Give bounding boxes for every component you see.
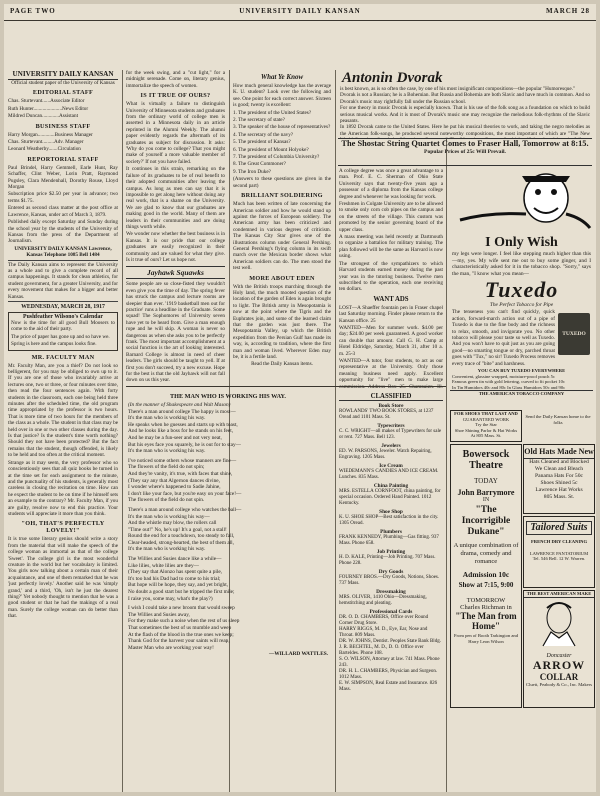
classified-row: DR. H. L. CHAMBERS, Physician and Surgeon. 1012 Mass. (339, 669, 438, 680)
classified-row: FRANK KENNEDY, Plumbing—Gas fitting. 937 Mass. Phone 658. (339, 535, 439, 546)
staff-line: Mildred Duncan.............Assistant (8, 113, 79, 120)
staff-line: Chas. Sturtevant.........Adv. Manager (8, 139, 84, 146)
staff-line: Leonard Weatherby.......Circulation (8, 146, 81, 153)
calendar-items (11, 320, 115, 348)
classified-row: E. W. SIMPSON, Real Estate and Insurance. 826 Mass. (339, 681, 438, 692)
what-ye-know-intro: How much general knowledge has the average K. U. student? Look over the following and see. One point for each correct answer. Sixteen is good; twenty is excellent: (233, 83, 331, 109)
dvorak-p1: Dvorak is not a Russian; he is a Bohemian. But Russia and Bohemia are both Slavic and have much in common. And so Dvorak's music may rightfully fall under the Russian school. (340, 92, 590, 105)
more-eden-head: MORE ABOUT EDEN (249, 274, 315, 282)
poem-line: He speaks when he guesses and starts up with toast, (128, 421, 238, 428)
article-body: A mass meeting was held recently at Dartmouth to organize a battalion for military training. The plan followed will be the same as Harvard is now using. (339, 234, 443, 260)
tuxedo-tin-icon: TUXEDO (558, 313, 590, 355)
poem-line: Round the end for a touchdown, too steady to fall, (128, 533, 235, 540)
poem-line: I wish I could take a new broom that would sweep (128, 605, 235, 612)
classified-row: FOURNEY BROS.—Dry Goods, Notions, Shoes. 737 Mass. (339, 575, 440, 586)
classified-group-head: Ice Cream (379, 463, 403, 469)
classified-row: ED. W. PARSONS, Jeweler. Watch Repairing, Engraving. 1205 Mass. (339, 449, 432, 460)
poem-line: And he looks like a boss for he stands on his feet, (128, 428, 234, 435)
dvorak-p2: For one theory in music Dvorak is especially known. That is his use of the folk song as a foundation on which to build serious musical works. And it is most of Dvorak's music one may recognize the melodious folk-rhythms of the Slavic peasants. (340, 105, 590, 125)
poem-line: The flowers of the field do not spin. (128, 497, 205, 504)
tuxedo-free: YOU CAN BUY TUXEDO EVERYWHERE (477, 368, 566, 374)
poem-line: It's too bad his Dad had to come to his trial; (128, 575, 221, 582)
dvorak-tagline: The Shostac String Quartet Comes to Fraser Hall, Tomorrow at 8:15. (341, 139, 589, 148)
masthead-official: Official student paper of the University of Kansas (11, 80, 115, 86)
tailored-title: Tailored Suits (526, 521, 592, 535)
classified-row: ROWLANDS' TWO BOOK STORES, at 1237 Oread and 1101 Mass. St. (339, 409, 434, 420)
dvorak-intro: is best known, as is so often the case, by one of his most insignificant compositions—the popular "Humoresque." (340, 86, 576, 92)
tuxedo-jar: In Tin Humidors 40c and 80c In Glass Humidors 50c and 90c (452, 384, 566, 390)
staff-list (8, 98, 118, 152)
arrow-head: THE BEST AMERICAN MAKE (524, 591, 594, 598)
reporters-list: Paul Brindel, Harry Gemmell, Earle Hunt, Ray Schaffer, Clint Weber, Lorin Pratt, Raymond Pugsley, Clara Mendenhall, Dorothy Rouse, Lloyd Morgan (8, 164, 118, 191)
poem-line: "Time out!" No, he's up! It's a goal, not a stall! (128, 526, 227, 533)
office-note: UNIVERSITY DAILY KANSAN Lawrence, Kansas Telephone 1085 Bell 1484 (14, 245, 112, 259)
poem-line: (In the manner of Shakespeare and Walt Mason) (128, 402, 231, 408)
tuxedo-cartoon-icon (450, 168, 593, 230)
want-ads-title: WANT ADS (373, 295, 409, 303)
tuxedo-body: The tenseness you can't find quickly, quick action, forward-march action out of a pipe of Tuxedo is due to the fine body and the richness to relax, smooth, and invigorate you. No other tobacco will please your taste so well as Tuxedo. And you won't have to quit just as you are going good—no smarting tongue or dry, parched throat goes with "Tux," no sir! Tuxedo Process removes every trace of "bite" and harshness. (452, 309, 555, 367)
tuxedo-pouch: Convenient, glassine wrapped, moisture-proof pouch 5c (452, 373, 555, 379)
left-col-articles (8, 354, 118, 620)
classified-group-head: Shoe Shop (379, 509, 403, 515)
poem-line: (They say that Alonzo has spent quite a pile, (128, 569, 222, 576)
classified-row: H. D. KALE, Printing—Job Printing. 707 Mass. Phone 228. (339, 555, 436, 566)
entered-note: Entered as second class matter at the post office at Lawrence, Kansas, under act of March 3, 1879. (8, 205, 118, 218)
classified-groups (339, 403, 443, 693)
squawks-body: Some people are so close-fisted they wouldn't even give you the time of day. The spring fever has struck the campus and lecture rooms are sleepier than ever. '1919 basketball men out for practice' runs a headline in the Graduate. Some squad! The Sophomores of University seven have yet to be heard from. Give a man enough rope and he will skip. A woman is never so dangerous as when she asks you to be perfectly frank. The most important accomplishment at a social function is the art of looking interested. Barnard College is almost in need of cheer leaders. The girls should be taught to yell. If at first you don't succeed, try a new excuse. Hope for the best is that the old Jayhawk will not fall down on us this year. (126, 281, 225, 384)
article-body: It is true some literary genius should write a story from the material that will make the speech of the college woman as immortal as that of the college 'Sweet'. The college girl is the most wonderful creature in the world but her vocabulary is limited. You girls now talking about a certain man of their acquaintance, and one of them remarked that he was 'just perfectly lovely.' Another said he was 'simply grand,' and a third, 'Oh, isn't he just the dearest thing?' Yet nobody thought to mention that he was a good student or that he had the makings of a real man. Surely the college woman can do better than that. (8, 536, 118, 620)
squawks-title: Jayhawk Squawks (126, 266, 225, 279)
dvorak-banner (338, 70, 592, 139)
classified-row: K. U. SHOE SHOP—Best satisfaction in the city. 1305 Oread. (339, 515, 439, 526)
bowersock-shows: Show at 7:15, 9:00 (458, 581, 514, 589)
poem-line: It's the man who is working his way. (128, 415, 206, 422)
poem-line: I don't like your face, but you're easy on your face!— (128, 490, 242, 497)
column-masthead (8, 70, 118, 790)
what-ye-know-items (233, 110, 331, 189)
bowersock-tomorrow: TOMORROW (466, 597, 506, 604)
poem-line: And he may be a fun-seer and not very neat, (128, 434, 222, 441)
poem-line: The Willies and Susies away, (128, 611, 190, 618)
quiz-item: (Answers to these questions are given in the second part) (233, 176, 331, 189)
poem-line: Master Man who are working your way! (128, 644, 214, 651)
classified-row: MRS. OLIVER, 1410 Ohio—Dressmaking, hemstitching and pleating. (339, 595, 427, 606)
classified-group-head: Dry Goods (378, 569, 404, 575)
poem-line: The Willies and Susies dance like a while— (128, 556, 222, 563)
dateline: WEDNESDAY, MARCH 28, 1917 (21, 303, 105, 310)
editorial-staff-head: EDITORIAL STAFF (32, 89, 94, 97)
poem-block (128, 390, 328, 790)
want-ad: LOST—A Shaeffer fountain pen in Fraser chapel last Saturday morning. Finder please return to the Kansan office. 25 (339, 304, 443, 324)
classified-block (339, 390, 443, 790)
bowersock-desc: A unique combination of drama, comedy and romance (453, 542, 519, 565)
tailored-body: LAWRENCE PANTATORIUM Tel. 546 Bell. 12 W. Warren. (529, 550, 589, 562)
newspaper-page (4, 4, 596, 792)
poem-line: And the whistle may blow, the rollers call (128, 520, 217, 527)
bowersock-today: TODAY (474, 477, 498, 485)
tailored-ad (523, 516, 595, 588)
classified-group-head: China Painting (373, 483, 409, 489)
poem-lines (128, 402, 328, 651)
bowersock-in: IN (482, 497, 490, 503)
tuxedo-ad (450, 168, 593, 406)
what-ye-know-title: What Ye Know (260, 73, 304, 81)
poem-line: There's a man around college The happy is most— (128, 408, 236, 415)
classified-row: DR. W. JOHNS, Dentist. Peoples State Bank Bldg. (339, 639, 441, 644)
classified-row: MRS. ESTELLA CORNFOOT, china painting, for special occasion. Ordered Hand Painted. 1012 Kentucky. (339, 489, 441, 506)
want-ad: WANTED—Men for summer work. $4.00 per day; $24.00 per week guaranteed. A good worker can double that amount. Call G. H. Camp at Hotel Eldridge, Saturday, March 31, after 10 a. m. 25-3 (339, 324, 443, 357)
header-left: PAGE TWO (10, 7, 56, 15)
article-head: "OH, THAT'S PERFECTLY LOVELY!" (21, 520, 105, 535)
quiz-item: 3. The speaker of the house of representatives? (233, 124, 331, 131)
collar-man-icon (529, 598, 589, 648)
published-note: Published daily except Saturday and Sunday during the school year by the students of the University of Kansas from the press of the Department of Journalism. (8, 219, 118, 245)
quiz-item: 5. The president of Kansas? (233, 139, 291, 146)
bowersock-star: John Barrymore (457, 488, 515, 497)
header-center: UNIVERSITY DAILY KANSAN (239, 7, 361, 15)
poem-line: I wonder where's happened to Sadie Jahine, (128, 484, 221, 491)
mid-col-articles (126, 70, 225, 263)
poem-line: I've noticed some others whose manners are fine— (128, 457, 237, 464)
quiz-item: 1. The president of the United States? (233, 109, 312, 116)
quiz-item: 4. The secretary of the navy? (233, 131, 294, 138)
poem-line: And they're vanity, it's true, with faces that shine, (128, 470, 233, 477)
arrow-maker: Cluett, Peabody & Co., Inc. Makers (526, 681, 592, 687)
poem-line: No doubt a good start but he tripped the first mile; (128, 589, 235, 596)
old-hats-ad (523, 444, 595, 514)
article-body: for the week swing, and a "cut light," for a midnight serenade. Come on, literary genius, immortalize the speech of women. (126, 70, 225, 89)
creed: The Daily Kansan aims to represent the University as a whole and to give a complete record of all campus happenings. It stands for clean athletics, for student government, for a greater University, and for every movement that makes for a bigger and better Kansas. (8, 260, 118, 302)
tailored-sub: FRENCH DRY CLEANING (530, 539, 588, 544)
classified-row: WIEDEMANN'S CANDIES AND ICE CREAM. Lunches. 835 Mass. (339, 469, 439, 480)
staff-line: Chas. Sturtevant......Associate Editor (8, 98, 85, 105)
quiz-item: 8. The Great Commoner? (233, 161, 286, 168)
dvorak-price: Popular Prices of 25c Will Prevail. (424, 148, 506, 155)
header-right: MARCH 28 (546, 7, 590, 15)
dvorak-title: Antonin Dvorak (342, 70, 443, 86)
shine-head: FOR SHOES THAT LAST AND (454, 411, 518, 416)
classified-row: C. C. WRIGHT—all makes of Typewriters for sale or rent. 727 Mass. Bell 123. (339, 429, 442, 440)
staff-line: Ruth Hunter......................News Editor (8, 105, 89, 112)
shine-ad (450, 410, 522, 442)
classified-group-head: Professional Cards (369, 609, 413, 615)
classified-group-head: Typewriters (377, 423, 405, 429)
calendar-box (8, 312, 118, 351)
bowersock-ad (450, 444, 522, 708)
classified-row: J. R. BECHTEL, M. D., D. O. Office over Barteldes. Phone 108. (339, 645, 424, 656)
tuxedo-brand: Tuxedo (484, 277, 559, 303)
quiz-item: 6. The president of Mount Holyoke? (233, 146, 309, 153)
classified-group-head: Plumbers (380, 529, 402, 535)
arrow-name: Doncaster (546, 652, 572, 659)
bowersock-next-play: "The Man from Home" (455, 611, 517, 631)
poem-line: Clear-headed, strong-hearted, the best of them all, (128, 539, 234, 546)
calendar-item: Now is the time for all good Bull Moosers to come to the aid of their party. (11, 319, 115, 333)
poem-title: THE MAN WHO IS WORKING HIS WAY. (170, 393, 286, 400)
article-body: A college degree was once a great advantage to a man. Prof. E. C. Sherman of Ohio State University says that twenty-five years ago a possessor of a diploma from the Kansas college degree and whenever he was looking for work. (339, 168, 443, 200)
poem-line: (They say any that Algernon dances divine, (128, 477, 220, 484)
bowersock-play: "The Incorrigible Dukane" (461, 505, 511, 537)
old-hats-title: Old Hats Made New (524, 445, 594, 459)
quiz-item: 2. The secretary of state? (233, 117, 285, 124)
brilliant-body: Much has been written of late concerning the American soldier and how he would stand up against the forces of European soldiery. The American army has been criticized and condemned in various degrees of criticism. The Kansas City Star gives one of the illustrations column under General Pershing. General Pershing's flying column in its swift march over the Mexican border shows what American soldiers can do. The men stood the test well. (233, 201, 331, 272)
article-head: MR. FACULTY MAN (31, 353, 95, 361)
what-ye-know-footer: Read the Daily Kansan items. (251, 361, 313, 368)
poem-line: But his eyes face you squarely, he is out for to stay— (128, 441, 241, 448)
classified-group-head: Job Printing (376, 549, 406, 555)
tuxedo-wish: I Only Wish (485, 235, 558, 250)
classified-row: HARRY RIGGS, M. D., Eye, Ear, Nose and Throat. 809 Mass. (339, 627, 428, 638)
column-news (339, 168, 443, 388)
want-ad: WANTED—A tutor, four students, to act as our representative at the University. Only those meaning business need apply. Excellent opportunity for "live" men to make large (339, 357, 443, 384)
daily-note: Send the Daily Kansan home to the folks (525, 414, 591, 425)
classified-group-head: Dressmaking (376, 589, 406, 595)
poem-line: The flowers of the field do not spin; (128, 464, 205, 471)
news-items (339, 168, 443, 293)
arrow-brand: ARROW (532, 657, 586, 672)
shine-body: GUARANTEED WORK Try the Star Shoe Shining Parlor & Hat Works At 805 Mass. St. (454, 416, 518, 439)
calendar-item: The price of paper has gone up and so have we. (11, 333, 110, 340)
poem-line: It's the man who is working his way. (128, 546, 206, 553)
arrow-ad (523, 590, 595, 708)
article-body: What is virtually a failure to distinguish University of Minnesota students and graduates from the ordinary world of college men is asserted in a Minnesota daily in an article reprinted in the Alumni Weekly. The alumni paper evidently regards the aftermath of its graduates as subject for discussion. It asks: 'Why do you come to college? That you might make of yourself a more valuable member of society?' If not you have failed. (126, 101, 225, 165)
tuxedo-tin: Famous green tin with gold lettering, curved to fit pocket 10c (452, 379, 565, 385)
want-ads-list (339, 305, 443, 388)
article-body: Mr. Faculty Man, are you a thief? Do not look so belligerent, for you may be obliged to own up to it. If you are one of those who invariably arrive at lectures one, two or three, or four minutes over time, then read the four sentences again. With forty students in the classroom, each one being held three minutes after the scheduled time, the old program time appropriated by the professor is two hours. That is more time of two hours for the members of the class as a whole. The student in that class may be held over in one or two other classes during the day. Is that justice? Is the student's time worth nothing? Should they not have been protected? But the fact remains that the student, though offended, is likely to be held and too often at the critical moment. (8, 362, 118, 459)
dvorak-p3: In 1892 Dvorak came to the United States. Here he put his musical theories to work, and taking the negro melodies as the American folk-songs, he produced several noteworthy compositions, the most important of which are "The New (340, 124, 590, 137)
article-body: It continues in this strain, remarking on the failure of its graduates to be of real benefit to their adopted communities after leaving the campus. As long as men can say that it is impossible to get along here without doing any real work, that is a shame on the University. We are glad to know that our graduates are making good in the world. Many of them are leaders in their communities and are doing things worth while. (126, 166, 225, 230)
article-body: We wonder now whether the best business is in Kansas. It is our pride that our college graduates are easily recognized in their community and are valued for what they give. Is it true of ours? Let us hope not. (126, 231, 225, 263)
poem-line: It's the man who is working his way. (128, 448, 206, 455)
calendar-item: Spring is here and the campus looks fine. (11, 341, 97, 348)
arrow-sub: COLLAR (539, 671, 579, 682)
staff-line: Harry Morgan.............Business Manager (8, 131, 93, 138)
calendar-title: Pushfeather Wilsono's Calendar (23, 313, 103, 320)
article-body: The strongest of the sympathizers to which Harvard students earned money during the past year was in the tutoring business. Twelve men subscribed to the operation, each one receiving ten dollars. (339, 260, 443, 293)
subscription-note: Subscription price $2.50 per year in advance; two terms $1.75. (8, 191, 118, 204)
more-eden-body: With the British troops marching through the Holy land, the much mooted question of the location of the garden of Eden is again brought to light. The British army in Mesopotamia is now at the point where the Tigris and the Euphrates join, and some of the learned claim that the garden was just there. The Mesopotamia Valley, up which the British expedition from the Persian Gulf has made its way, is, according to tradition, where the first man and woman lived. Wherever Eden may be, it is a fertile land. (233, 283, 331, 361)
column-what-ye-know (233, 70, 331, 380)
page-header (4, 4, 596, 21)
article-body: Freshmen in Colgate University are to be allowed to smoke only corn cob pipes on the campus and on the streets of the village. This custom was promoted by the senior governing board of the upper class. (339, 201, 443, 233)
poem-line: Like lilies, white lilies are they— (128, 562, 199, 569)
tuxedo-slogan: The Perfect Tobacco for Pipe (489, 302, 554, 309)
bowersock-next-desc: From pen of Booth Tarkington and Harry Leon Wilson (453, 633, 519, 644)
tuxedo-maker: THE AMERICAN TOBACCO COMPANY (450, 390, 593, 397)
quiz-item: 9. The Iron Duke? (233, 168, 271, 175)
classified-group-head: Jewelers (381, 443, 401, 449)
poem-line: That sometimes the best of us mumble and weep (128, 625, 232, 631)
brilliant-head: BRILLIANT SOLDIERING (241, 192, 323, 200)
masthead-title: UNIVERSITY DAILY KANSAN (8, 70, 118, 80)
poem-line: There's a man around college who watches the ball— (128, 506, 242, 513)
dvorak-tagline-box (338, 139, 592, 166)
bowersock-next-star: Charles Richman in (460, 604, 512, 611)
bowersock-name: Bowersock Theatre (462, 449, 510, 471)
poem-line: At the flash of the blood in the true ones we keep; (128, 631, 234, 638)
poem-line: I raise you, some may, what's the play?) (128, 595, 213, 602)
article-head: IS IT TRUE OF OURS? (140, 92, 211, 100)
poem-line: Thank God for the harvest your saints will reap, (128, 638, 230, 645)
classified-title: CLASSIFIED (339, 393, 443, 401)
old-hats-body: Hats Cleaned and Blocked We Clean and Bleach Panama Hats For 50c Shoes Shined 5c Lawrence Hat Works 805 Mass. St. (529, 459, 589, 500)
article-body: Strange as it may seem, the very professor who so conscientiously sees that all quiz books be turned in at the time set for each assignment to the minute, and the punctuality of his students, is generally most careless in closing the recitation on time. How can he expect the student to be on time if he himself sets an example to the contrary? Mr. Faculty Man, if you are guilty, resolve now to end this practice. Your students will appreciate it more than you think. (8, 459, 118, 517)
poem-line: It's the man who is working his way— (128, 513, 210, 520)
classified-row: DR. O. D. CHAMBERS, Office over Round Corner Drug Store. (339, 615, 429, 626)
reportorial-staff-head: REPORTORIAL STAFF (27, 155, 99, 163)
poem-line: But hope will be hope, they say, and yet bright, (128, 582, 228, 589)
classified-group-head: Book Store (378, 403, 404, 409)
poem-author: —WILLARD WATTLES. (269, 651, 328, 658)
business-staff-head: BUSINESS STAFF (35, 122, 91, 130)
poem-line: For they make such a noise when the rest of us sleep (128, 618, 240, 625)
tuxedo-copy: my legs were longer. I feel like stepping much higher than this—my, yes. My wife sent me out to buy some ginger, and I characteristically asked for it in the tobacco shop. "Sorry," says the man, "I know what you mean— (452, 251, 591, 277)
classified-row: S. O. WILSON, Attorney at law. 741 Mass. Phone 243. (339, 657, 440, 668)
quiz-item: 7. The president of Columbia University? (233, 154, 320, 161)
bowersock-admission: Admission 10c (462, 570, 510, 579)
